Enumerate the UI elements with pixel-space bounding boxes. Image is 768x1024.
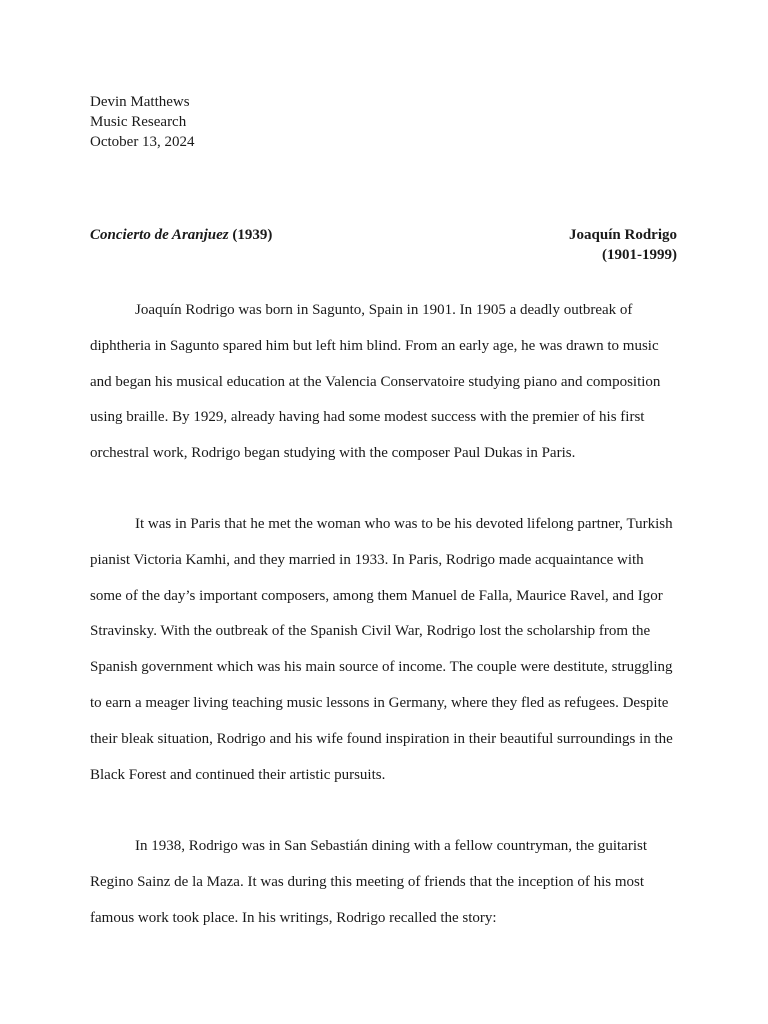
paragraph-line: It was in Paris that he met the woman who was to be his devoted lifelong partner, Turkish	[135, 516, 673, 532]
course-name: Music Research	[90, 114, 187, 130]
composer-name: Joaquín Rodrigo	[569, 227, 677, 243]
document-date: October 13, 2024	[90, 134, 195, 150]
paragraph-line: Regino Sainz de la Maza. It was during this meeting of friends that the inception of his most	[90, 873, 645, 890]
paragraph-line: Joaquín Rodrigo was born in Sagunto, Spain in 1901. In 1905 a deadly outbreak of	[135, 302, 633, 318]
paragraph-line: using braille. By 1929, already having had some modest success with the premier of his first	[90, 409, 645, 426]
paragraph-line: Spanish government which was his main source of income. The couple were destitute, struggling	[90, 659, 673, 676]
paragraph-1	[90, 293, 680, 472]
paragraph-line: Black Forest and continued their artistic pursuits.	[90, 766, 386, 783]
composer-block	[569, 225, 677, 265]
paragraph-line: to earn a meager living teaching music lessons in Germany, where they fled as refugees. Despite	[90, 694, 669, 711]
paragraph-line: Stravinsky. With the outbreak of the Spanish Civil War, Rodrigo lost the scholarship from the	[90, 623, 651, 640]
paragraph-line: orchestral work, Rodrigo began studying with the composer Paul Dukas in Paris.	[90, 445, 576, 462]
paragraph-line: famous work took place. In his writings, Rodrigo recalled the story:	[90, 909, 497, 926]
paragraph-line: pianist Victoria Kamhi, and they married in 1933. In Paris, Rodrigo made acquaintance with	[90, 551, 644, 568]
paragraph-line: In 1938, Rodrigo was in San Sebastián dining with a fellow countryman, the guitarist	[135, 838, 648, 854]
composer-dates: (1901-1999)	[602, 247, 677, 263]
paragraph-line: and began his musical education at the Valencia Conservatoire studying piano and composition	[90, 373, 661, 390]
paragraph-2	[90, 507, 680, 793]
paragraph-line: diphtheria in Sagunto spared him but left him blind. From an early age, he was drawn to music	[90, 337, 659, 354]
author-name: Devin Matthews	[90, 94, 190, 110]
document-header	[90, 92, 195, 152]
work-title-name: Concierto de Aranjuez	[90, 227, 229, 243]
paragraph-3	[90, 829, 680, 936]
paragraph-line: some of the day’s important composers, among them Manuel de Falla, Maurice Ravel, and Igor	[90, 587, 663, 604]
paragraph-line: their bleak situation, Rodrigo and his wife found inspiration in their beautiful surroundings in the	[90, 730, 673, 747]
work-title	[90, 225, 272, 245]
work-title-year: (1939)	[228, 227, 273, 243]
